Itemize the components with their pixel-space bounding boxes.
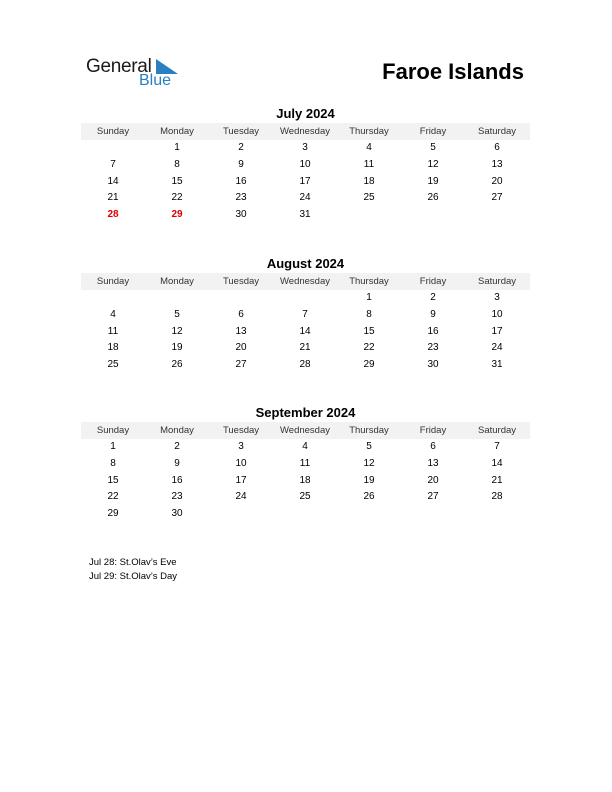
day-cell: 31 [491,359,503,371]
day-cell: 16 [235,175,247,187]
empty-day-cell [209,506,273,523]
country-title: Faroe Islands [382,59,524,84]
day-cell: 11 [299,457,311,469]
day-cell: 22 [363,342,375,354]
weekday-label: Thursday [349,126,389,137]
day-cell: 6 [238,308,244,320]
day-cell: 10 [235,457,247,469]
holiday-notes [89,556,177,584]
day-cell: 27 [235,359,247,371]
weekday-label: Friday [419,126,447,137]
month-title: August 2024 [266,256,345,271]
day-cell: 15 [171,175,183,187]
day-cell: 17 [299,175,311,187]
day-cell: 20 [427,474,439,486]
week-row [81,324,530,341]
weekday-label: Saturday [477,276,517,287]
day-cell: 9 [238,158,244,170]
week-row [81,357,530,374]
day-cell: 3 [494,292,500,303]
day-cell: 13 [427,457,439,469]
day-cell: 21 [299,342,311,354]
day-cell: 28 [107,209,119,221]
day-cell: 5 [366,441,372,452]
day-cell: 18 [363,175,375,187]
week-row [81,473,530,490]
empty-day-cell [337,506,401,523]
day-cell: 4 [366,142,372,153]
day-cell: 18 [107,342,119,354]
weekday-label: Tuesday [222,126,260,137]
weekday-header-row [81,123,530,140]
day-cell: 12 [171,325,183,337]
day-cell: 12 [427,158,439,170]
weekday-label: Monday [160,276,194,287]
day-cell: 15 [107,474,119,486]
day-cell: 14 [107,175,119,187]
day-cell: 10 [491,308,503,320]
holiday-note: Jul 28: St.Olav’s Eve [89,557,177,568]
day-cell: 6 [430,441,436,452]
week-row [81,340,530,357]
logo-text-blue: Blue [139,72,172,89]
week-row [81,174,530,191]
day-cell: 16 [427,325,439,337]
day-cell: 30 [427,359,439,371]
day-cell: 24 [235,491,247,503]
week-row [81,207,530,224]
weekday-header-row [81,273,530,290]
weekday-label: Thursday [349,276,389,287]
month-calendar-july [81,105,530,224]
day-cell: 23 [171,491,183,503]
day-cell: 16 [171,474,183,486]
day-cell: 28 [491,491,503,503]
day-cell: 29 [363,359,375,371]
weekday-label: Sunday [96,425,130,436]
day-cell: 26 [427,192,439,204]
weekday-label: Friday [419,425,447,436]
weekday-label: Friday [419,276,447,287]
day-cell: 17 [491,325,503,337]
weekday-label: Sunday [96,276,130,287]
week-row [81,439,530,456]
week-row [81,506,530,523]
week-row [81,157,530,174]
day-cell: 9 [430,308,436,320]
day-cell: 1 [366,292,372,303]
logo-text-general: General [86,56,152,77]
day-cell: 12 [363,457,375,469]
weekday-label: Saturday [477,425,517,436]
month-title: September 2024 [255,405,356,420]
month-title: July 2024 [276,106,335,121]
day-cell: 20 [491,175,503,187]
empty-day-cell [337,207,401,224]
day-cell: 3 [302,142,308,153]
day-cell: 1 [174,142,180,153]
day-cell: 19 [171,342,183,354]
day-cell: 15 [363,325,375,337]
day-cell: 11 [363,158,375,170]
day-cell: 21 [491,474,503,486]
day-cell: 26 [171,359,183,371]
weekday-label: Sunday [96,126,130,137]
day-cell: 22 [171,192,183,204]
day-cell: 4 [302,441,308,452]
day-cell: 7 [302,308,308,320]
day-cell: 29 [107,508,119,520]
day-cell: 4 [110,308,116,320]
day-cell: 6 [494,142,500,153]
month-calendar-august [81,255,530,374]
day-cell: 27 [427,491,439,503]
weekday-header-row [81,422,530,439]
day-cell: 7 [494,441,500,452]
week-row [81,456,530,473]
week-row [81,489,530,506]
empty-day-cell [273,290,337,307]
day-cell: 11 [107,325,119,337]
day-cell: 8 [366,308,372,320]
weekday-label: Saturday [477,126,517,137]
empty-day-cell [273,506,337,523]
empty-day-cell [465,207,529,224]
day-cell: 19 [363,474,375,486]
weekday-label: Wednesday [280,276,330,287]
day-cell: 10 [299,158,311,170]
day-cell: 29 [171,209,183,221]
day-cell: 24 [491,342,503,354]
day-cell: 19 [427,175,439,187]
day-cell: 7 [110,158,116,170]
month-calendar-september [81,404,530,523]
day-cell: 30 [171,508,183,520]
day-cell: 5 [174,308,180,320]
holiday-note: Jul 29: St.Olav’s Day [89,571,178,582]
day-cell: 25 [107,359,119,371]
weekday-label: Monday [160,126,194,137]
day-cell: 8 [174,158,180,170]
week-row [81,290,530,307]
week-row [81,190,530,207]
day-cell: 8 [110,457,116,469]
day-cell: 2 [430,292,436,303]
day-cell: 28 [299,359,311,371]
day-cell: 1 [110,441,116,452]
day-cell: 26 [363,491,375,503]
empty-day-cell [401,506,465,523]
weekday-label: Wednesday [280,425,330,436]
day-cell: 23 [427,342,439,354]
empty-day-cell [209,290,273,307]
weekday-label: Thursday [349,425,389,436]
day-cell: 13 [235,325,247,337]
day-cell: 22 [107,491,119,503]
empty-day-cell [81,140,145,157]
day-cell: 25 [363,192,375,204]
day-cell: 30 [235,209,247,221]
day-cell: 31 [299,209,311,221]
weekday-label: Tuesday [222,276,260,287]
week-row [81,307,530,324]
generalblue-logo [86,56,186,92]
day-cell: 21 [107,192,119,204]
day-cell: 27 [491,192,503,204]
empty-day-cell [401,207,465,224]
empty-day-cell [81,290,145,307]
day-cell: 17 [235,474,247,486]
day-cell: 24 [299,192,311,204]
day-cell: 20 [235,342,247,354]
weekday-label: Monday [160,425,194,436]
day-cell: 2 [238,142,244,153]
empty-day-cell [465,506,529,523]
day-cell: 13 [491,158,503,170]
empty-day-cell [145,290,209,307]
day-cell: 14 [491,457,503,469]
day-cell: 23 [235,192,247,204]
weekday-label: Wednesday [280,126,330,137]
day-cell: 2 [174,441,180,452]
week-row [81,140,530,157]
day-cell: 25 [299,491,311,503]
day-cell: 9 [174,457,180,469]
day-cell: 5 [430,142,436,153]
day-cell: 3 [238,441,244,452]
day-cell: 14 [299,325,311,337]
day-cell: 18 [299,474,311,486]
weekday-label: Tuesday [222,425,260,436]
